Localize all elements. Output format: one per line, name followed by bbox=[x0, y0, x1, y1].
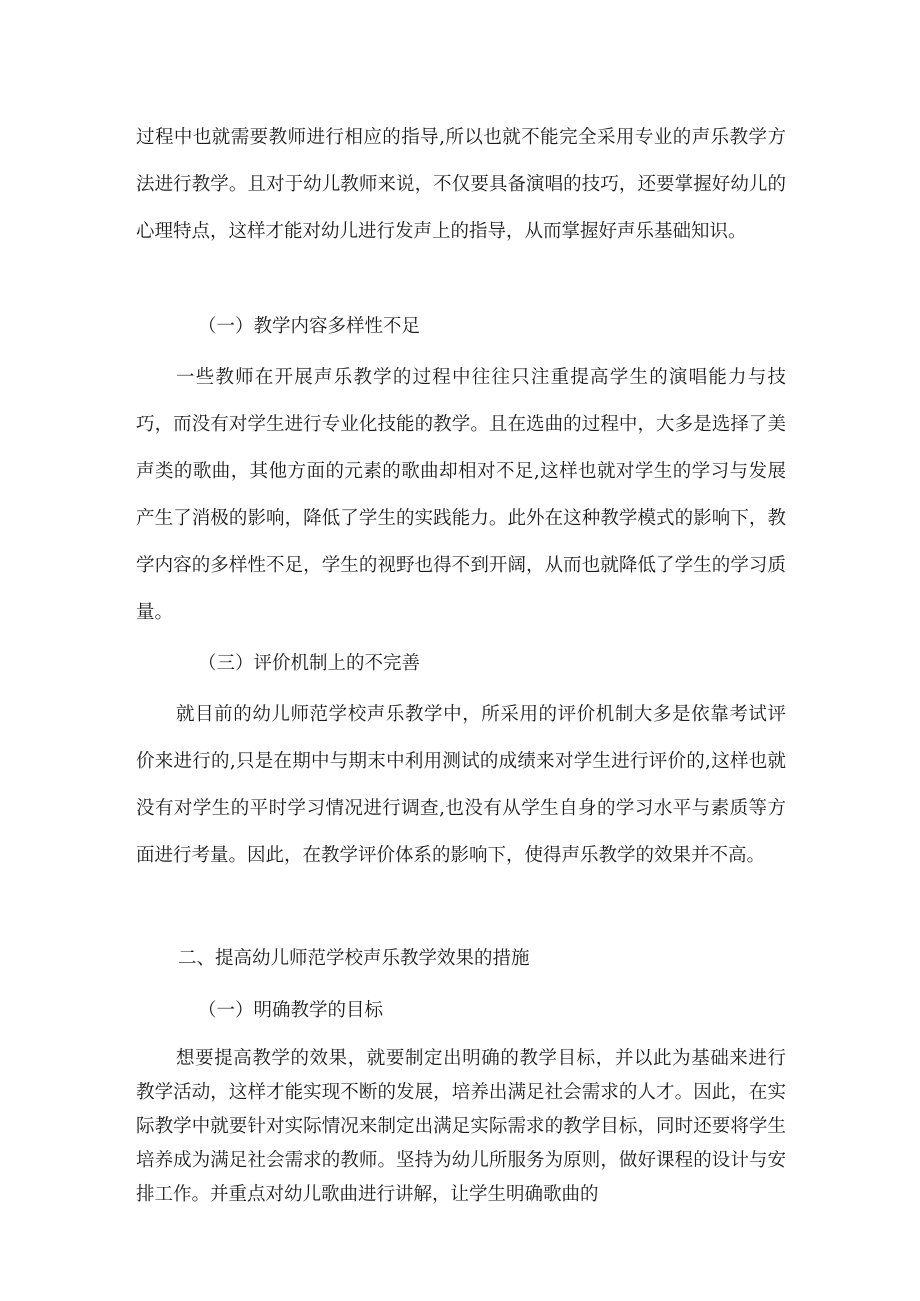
body-paragraph-3: 就目前的幼儿师范学校声乐教学中，所采用的评价机制大多是依靠考试评价来进行的,只是在期中与期末中利用测试的成绩来对学生进行评价的,这样也就没有对学生的平时学习情况进行调查,也没有从学生自身的学习水平与素质等方面进行考量。因此，在教学评价体系的影响下，使得声乐教学的效果并不高。 bbox=[136, 704, 786, 866]
body-paragraph-1: 过程中也就需要教师进行相应的指导,所以也就不能完全采用专业的声乐教学方法进行教学。且对于幼儿教师来说，不仅要具备演唱的技巧，还要掌握好幼儿的心理特点，这样才能对幼儿进行发声上的指导，从而掌握好声乐基础知识。 bbox=[136, 127, 786, 242]
chapter-heading-measures: 二、提高幼儿师范学校声乐教学效果的措施 bbox=[178, 948, 530, 969]
section-heading-evaluation-mechanism: （三）评价机制上的不完善 bbox=[198, 653, 421, 674]
body-paragraph-2: 一些教师在开展声乐教学的过程中往往只注重提高学生的演唱能力与技巧，而没有对学生进行专业化技能的教学。且在选曲的过程中，大多是选择了美声类的歌曲，其他方面的元素的歌曲却相对不足,这样也就对学生的学习与发展产生了消极的影响，降低了学生的实践能力。此外在这种教学模式的影响下，教学内容的多样性不足，学生的视野也得不到开阔，从而也就降低了学生的学习质量。 bbox=[136, 367, 786, 623]
section-heading-teaching-goals: （一）明确教学的目标 bbox=[198, 1000, 384, 1021]
body-paragraph-4: 想要提高教学的效果，就要制定出明确的教学目标，并以此为基础来进行教学活动，这样才能实现不断的发展，培养出满足社会需求的人才。因此，在实际教学中就要针对实际情况来制定出满足实际需求的教学目标，同时还要将学生培养成为满足社会需求的教师。坚持为幼儿所服务为原则，做好课程的设计与安排工作。并重点对幼儿歌曲进行讲解，让学生明确歌曲的 bbox=[136, 1048, 786, 1205]
section-heading-content-diversity: （一）教学内容多样性不足 bbox=[198, 316, 421, 337]
